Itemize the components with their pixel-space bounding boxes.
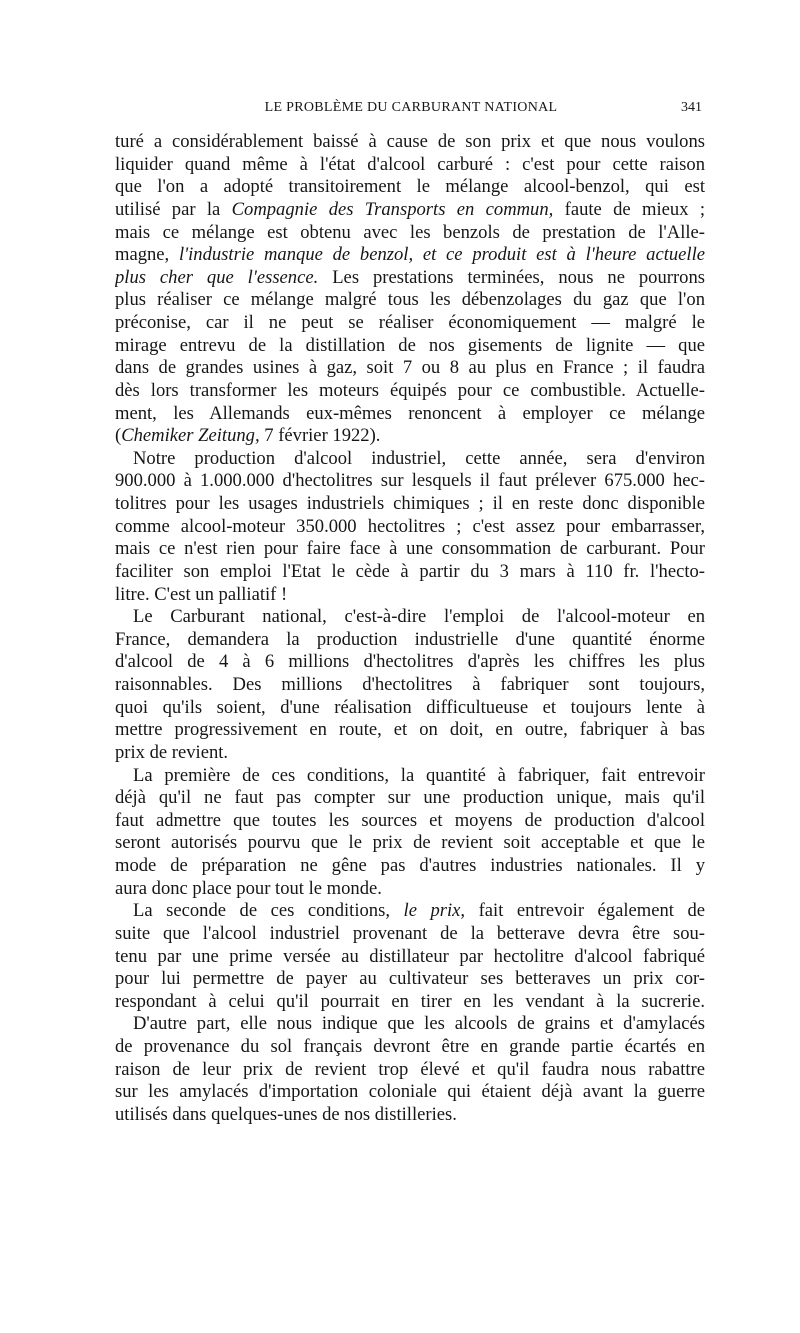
body-text xyxy=(115,131,705,1127)
text-line: 900.000 à 1.000.000 d'hectolitres sur lesquels il faut prélever 675.000 hec- xyxy=(115,470,705,492)
text-line: de provenance du sol français devront être en grande partie écartés en xyxy=(115,1036,705,1057)
text-line: tolitres pour les usages industriels chimiques ; il en reste donc disponible xyxy=(115,493,705,514)
text-line: comme alcool-moteur 350.000 hectolitres ; c'est assez pour embarrasser, xyxy=(115,515,705,537)
running-header xyxy=(120,100,702,120)
text-line: dans de grandes usines à gaz, soit 7 ou 8 au plus en France ; il faudra xyxy=(115,357,705,379)
text-segment: La seconde de ces conditions, xyxy=(133,900,390,922)
italic-phrase: le prix, xyxy=(403,900,466,922)
text-segment: Les prestations terminées, nous ne pourrons xyxy=(332,266,705,288)
text-line: Le Carburant national, c'est-à-dire l'emploi de l'alcool-moteur en xyxy=(133,606,705,628)
text-line: Notre production d'alcool industriel, cette année, sera d'environ xyxy=(133,447,705,469)
text-line: aura donc place pour tout le monde. xyxy=(115,877,382,899)
text-line: France, demandera la production industrielle d'une quantité énorme xyxy=(115,628,705,650)
text-line: turé a considérablement baissé à cause de son prix et que nous voulons xyxy=(115,131,705,152)
text-line: liquider quand même à l'état d'alcool carburé : c'est pour cette raison xyxy=(115,153,705,175)
text-segment: ( xyxy=(115,425,122,447)
text-line: mais ce n'est rien pour faire face à une consommation de carburant. Pour xyxy=(115,538,705,560)
italic-citation: Chemiker Zeitung, xyxy=(121,425,260,447)
text-line: raisonnables. Des millions d'hectolitres à fabriquer sont toujours, xyxy=(115,674,705,695)
text-line: faut admettre que toutes les sources et moyens de production d'alcool xyxy=(115,809,705,831)
text-line: plus réaliser ce mélange malgré tous les débenzolages du gaz que l'on xyxy=(115,289,705,311)
text-line: dès lors transformer les moteurs équipés pour ce combustible. Actuelle- xyxy=(115,379,705,401)
text-line: quoi qu'ils soient, d'une réalisation difficultueuse et toujours lente à xyxy=(115,696,705,718)
italic-phrase: plus cher que l'essence. xyxy=(115,266,319,288)
text-line xyxy=(115,199,705,222)
text-line: La première de ces conditions, la quantité à fabriquer, fait entrevoir xyxy=(133,764,705,786)
text-segment: 7 février 1922). xyxy=(264,425,381,447)
text-line: utilisés dans quelques-unes de nos distilleries. xyxy=(115,1103,457,1125)
text-line: respondant à celui qu'il pourrait en tirer en les vendant à la sucrerie. xyxy=(115,990,705,1012)
text-line: raison de leur prix de revient trop élevé et qu'il faudra nous rabattre xyxy=(115,1058,705,1080)
text-segment: utilisé par la xyxy=(115,198,221,220)
running-title: LE PROBLÈME DU CARBURANT NATIONAL xyxy=(264,100,558,115)
text-line: sur les amylacés d'importation coloniale qui étaient déjà avant la guerre xyxy=(115,1081,705,1103)
text-line: préconise, car il ne peut se réaliser économiquement — malgré le xyxy=(115,312,705,333)
text-line: ment, les Allemands eux-mêmes renoncent à employer ce mélange xyxy=(115,402,705,424)
text-line: d'alcool de 4 à 6 millions d'hectolitres d'après les chiffres les plus xyxy=(115,651,705,673)
text-line: déjà qu'il ne faut pas compter sur une production unique, mais qu'il xyxy=(115,787,705,809)
text-line xyxy=(115,900,705,923)
text-segment: fait entrevoir également de xyxy=(478,900,705,922)
text-line: litre. C'est un palliatif ! xyxy=(115,583,288,605)
text-line: faciliter son emploi l'Etat le cède à partir du 3 mars à 110 fr. l'hecto- xyxy=(115,560,705,582)
text-line: mode de préparation ne gêne pas d'autres industries nationales. Il y xyxy=(115,855,705,876)
text-line: prix de revient. xyxy=(115,741,229,763)
text-line xyxy=(115,267,705,290)
text-line: mais ce mélange est obtenu avec les benzols de prestation de l'Alle- xyxy=(115,221,705,243)
text-line: suite que l'alcool industriel provenant de la betterave devra être sou- xyxy=(115,922,705,944)
text-line: seront autorisés pourvu que le prix de revient soit acceptable et que le xyxy=(115,832,705,854)
text-line: mirage entrevu de la distillation de nos gisements de lignite — que xyxy=(115,334,705,356)
text-line xyxy=(115,425,705,448)
text-line: mettre progressivement en route, et on doit, en outre, fabriquer à bas xyxy=(115,719,705,741)
text-segment: faute de mieux ; xyxy=(564,198,705,220)
text-line: D'autre part, elle nous indique que les alcools de grains et d'amylacés xyxy=(133,1013,705,1035)
page-number: 341 xyxy=(681,100,702,115)
text-segment: magne, xyxy=(115,244,170,266)
italic-company-name: Compagnie des Transports en commun, xyxy=(231,198,554,220)
text-line: tenu par une prime versée au distillateur par hectolitre d'alcool fabriqué xyxy=(115,945,705,967)
text-line: pour lui permettre de payer au cultivateur ses betteraves un prix cor- xyxy=(115,968,705,990)
text-line: que l'on a adopté transitoirement le mélange alcool-benzol, qui est xyxy=(115,176,705,198)
italic-phrase: l'industrie manque de benzol, et ce produit est à l'heure actuelle xyxy=(178,244,705,266)
text-line xyxy=(115,244,705,267)
